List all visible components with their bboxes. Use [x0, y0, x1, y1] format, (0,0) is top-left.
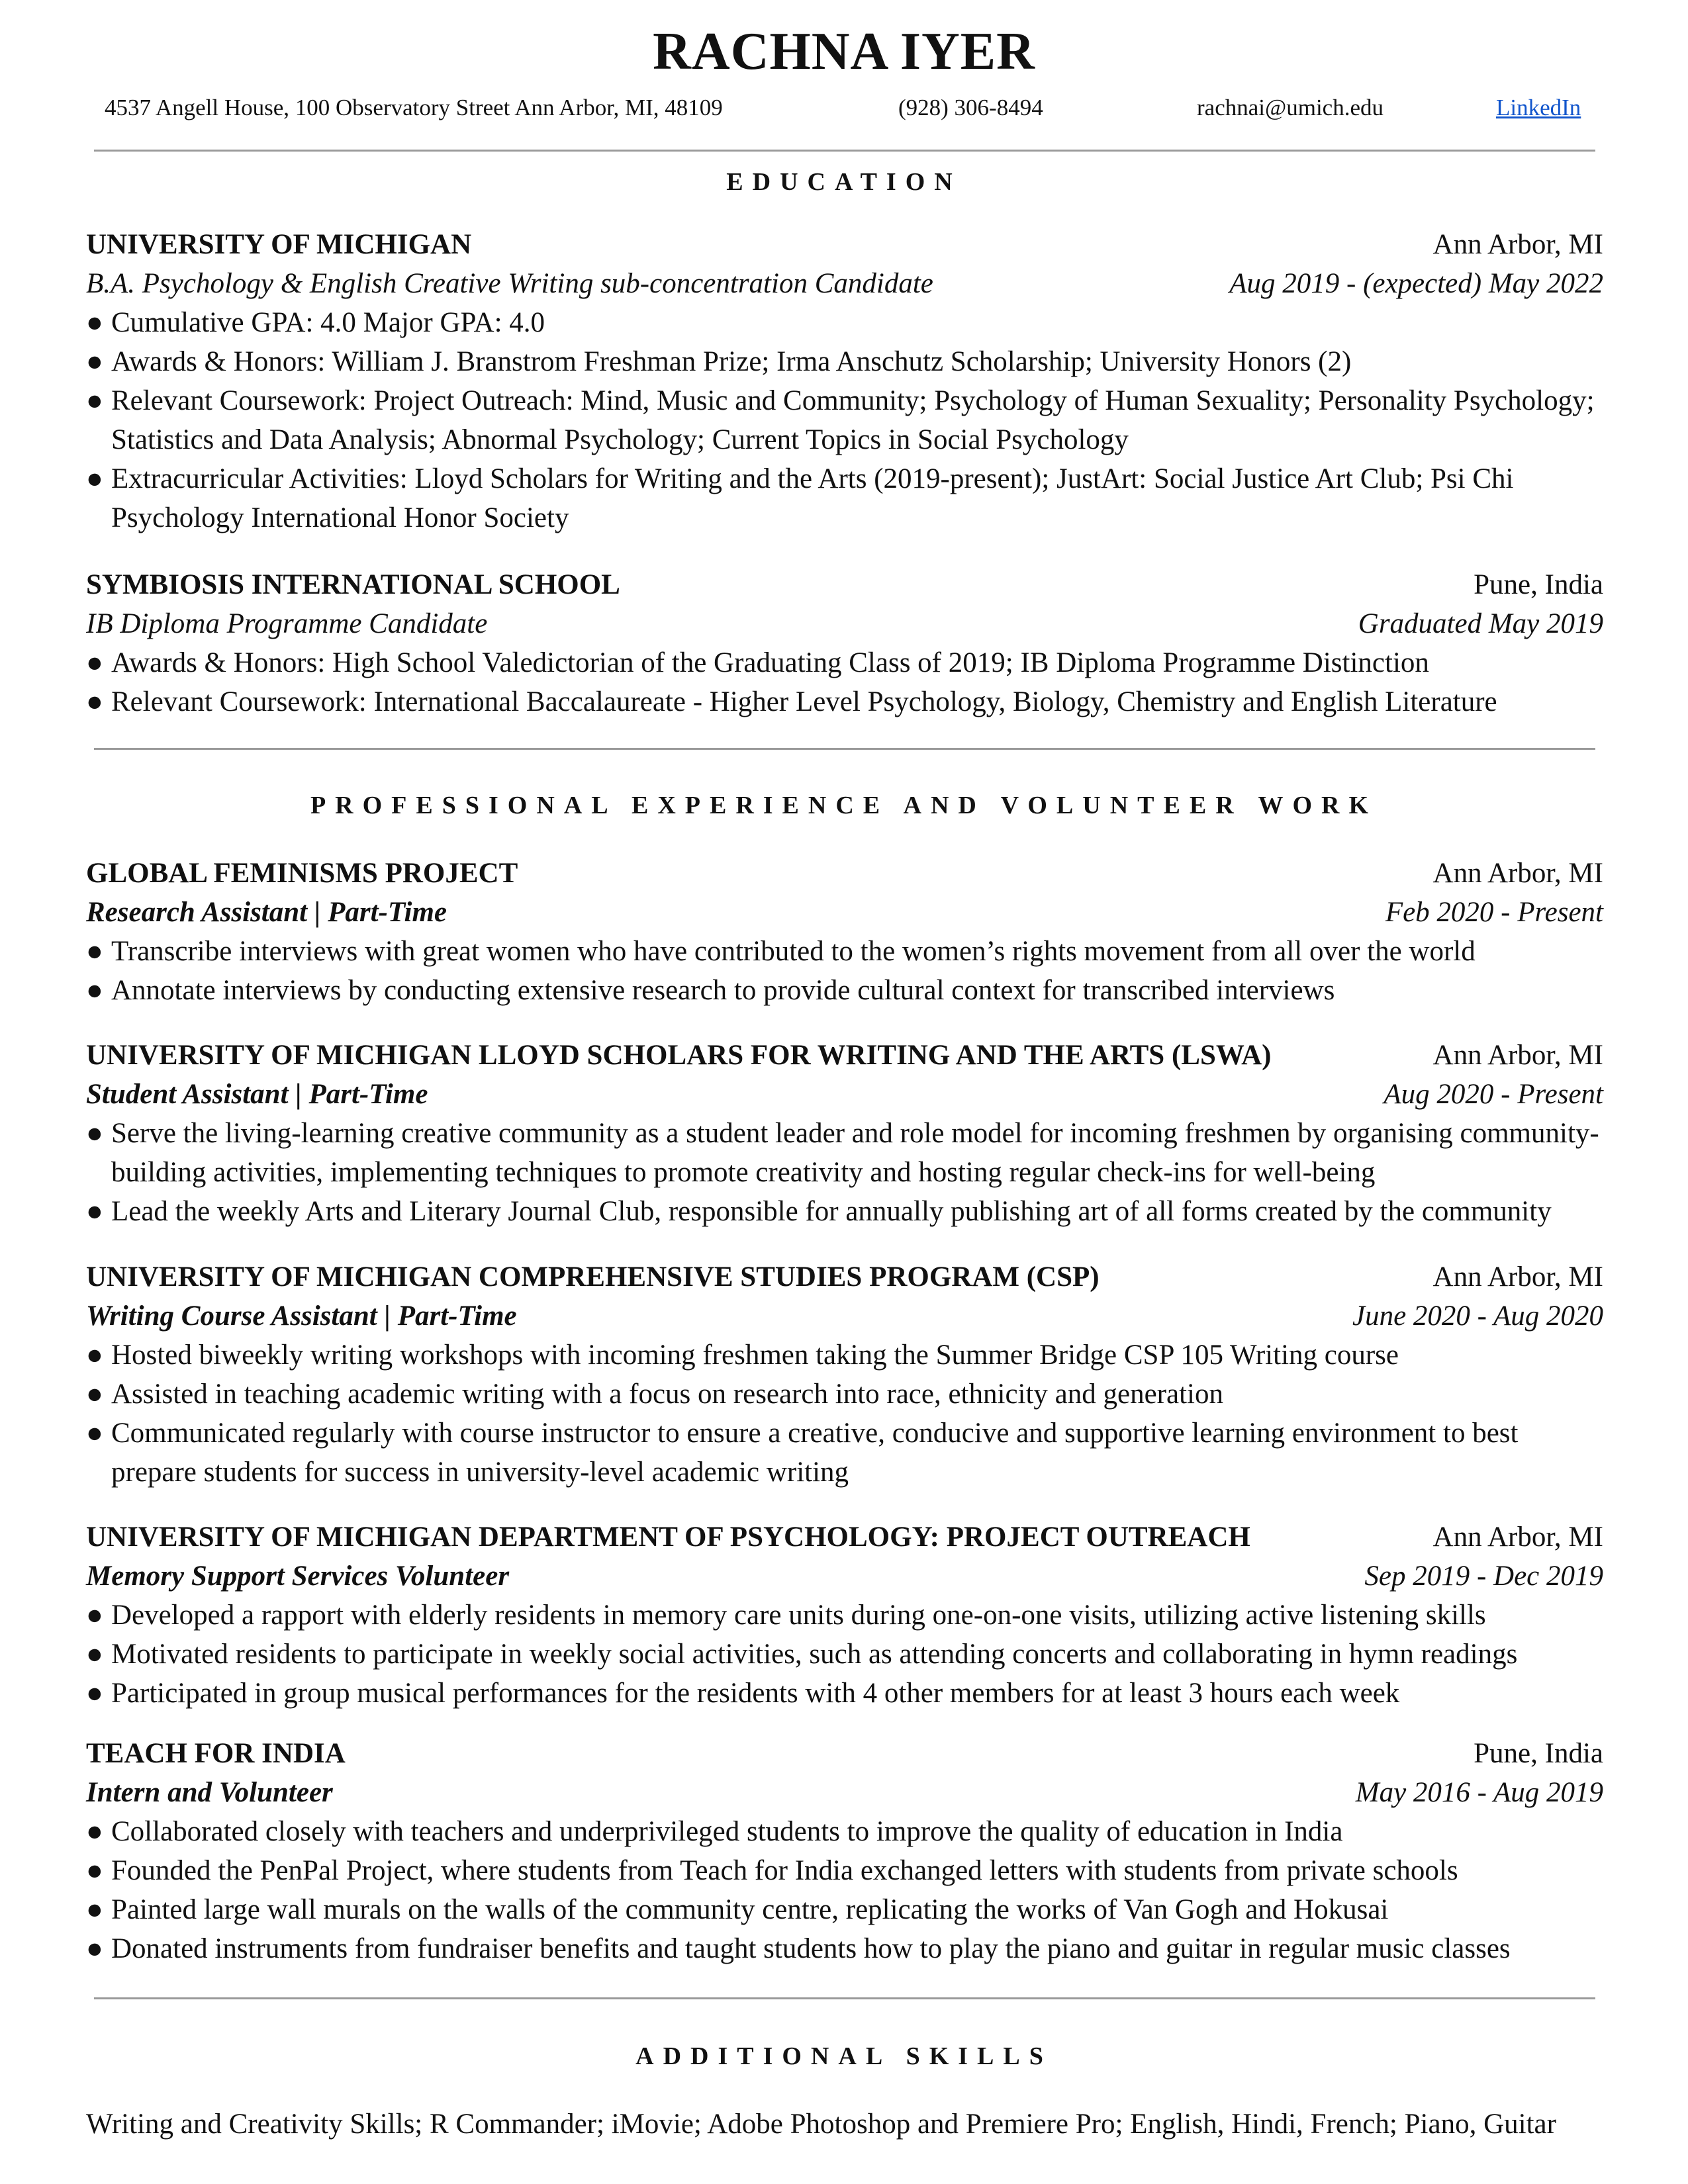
entry-dates: June 2020 - Aug 2020 — [1352, 1300, 1603, 1332]
entry-role: Research Assistant | Part-Time — [86, 897, 447, 928]
list-item: ● Serve the living-learning creative community as a student leader and role model for incoming freshmen by organising community-building activities, implementing techniques to promote creativity and hosting regular check-ins for well-being — [86, 1118, 1599, 1188]
list-item: ● Awards & Honors: William J. Branstrom Freshman Prize; Irma Anschutz Scholarship; University Honors (2) — [86, 346, 1352, 377]
skills-heading: ADDITIONAL SKILLS — [635, 2042, 1053, 2070]
entry-dates: Feb 2020 - Present — [1385, 897, 1603, 928]
list-item: ● Assisted in teaching academic writing with a focus on research into race, ethnicity and generation — [86, 1379, 1223, 1410]
experience-entry — [86, 1257, 1603, 1492]
list-item: ● Awards & Honors: High School Valedictorian of the Graduating Class of 2019; IB Diploma Programme Distinction — [86, 647, 1429, 678]
list-item: ● Hosted biweekly writing workshops with incoming freshmen taking the Summer Bridge CSP 105 Writing course — [86, 1340, 1399, 1371]
experience-divider — [94, 1997, 1595, 1999]
bullet-list — [86, 1336, 1603, 1492]
bullet-list — [86, 1596, 1603, 1713]
linkedin-link[interactable]: LinkedIn — [1496, 95, 1581, 120]
list-item: ● Relevant Coursework: Project Outreach: Mind, Music and Community; Psychology of Human Sexuality; Personality Psychology; Statistics and Data Analysis; Abnormal Psychology; Current Topics in Social Psychology — [86, 385, 1595, 455]
experience-entry — [86, 1734, 1603, 1968]
entry-org: GLOBAL FEMINISMS PROJECT — [86, 858, 518, 889]
bullet-list — [86, 303, 1603, 537]
entry-location: Ann Arbor, MI — [1432, 229, 1603, 260]
contact-phone: (928) 306-8494 — [898, 95, 1043, 120]
bullet-list — [86, 932, 1603, 1010]
list-item: ● Lead the weekly Arts and Literary Journal Club, responsible for annually publishing art of all forms created by the community — [86, 1196, 1552, 1227]
list-item: ● Participated in group musical performances for the residents with 4 other members for at least 3 hours each week — [86, 1678, 1400, 1709]
list-item: ● Collaborated closely with teachers and underprivileged students to improve the quality of education in India — [86, 1816, 1343, 1847]
list-item: ● Motivated residents to participate in weekly social activities, such as attending concerts and collaborating in hymn readings — [86, 1639, 1518, 1670]
entry-location: Ann Arbor, MI — [1432, 1040, 1603, 1071]
entry-org: UNIVERSITY OF MICHIGAN LLOYD SCHOLARS FOR WRITING AND THE ARTS (LSWA) — [86, 1040, 1272, 1071]
entry-location: Pune, India — [1474, 1738, 1603, 1769]
entry-location: Ann Arbor, MI — [1432, 1261, 1603, 1293]
list-item: ● Communicated regularly with course instructor to ensure a creative, conducive and supportive learning environment to best prepare students for success in university-level academic writing — [86, 1418, 1519, 1488]
experience-entry — [86, 1036, 1603, 1231]
entry-org: UNIVERSITY OF MICHIGAN COMPREHENSIVE STUDIES PROGRAM (CSP) — [86, 1261, 1100, 1293]
entry-org: SYMBIOSIS INTERNATIONAL SCHOOL — [86, 569, 620, 600]
bullet-list — [86, 1812, 1603, 1968]
entry-org: TEACH FOR INDIA — [86, 1738, 346, 1769]
education-heading: EDUCATION — [726, 168, 962, 196]
education-divider — [94, 748, 1595, 750]
entry-dates: Aug 2020 - Present — [1383, 1079, 1603, 1110]
experience-entry — [86, 854, 1603, 1010]
entry-location: Ann Arbor, MI — [1432, 858, 1603, 889]
list-item: ● Donated instruments from fundraiser benefits and taught students how to play the piano and guitar in regular music classes — [86, 1933, 1511, 1964]
entry-role: B.A. Psychology & English Creative Writing sub-concentration Candidate — [86, 268, 933, 299]
entry-dates: May 2016 - Aug 2019 — [1355, 1777, 1603, 1808]
experience-entry — [86, 1518, 1603, 1713]
entry-org: UNIVERSITY OF MICHIGAN DEPARTMENT OF PSYCHOLOGY: PROJECT OUTREACH — [86, 1522, 1250, 1553]
entry-dates: Graduated May 2019 — [1358, 608, 1603, 639]
entry-dates: Aug 2019 - (expected) May 2022 — [1229, 268, 1603, 299]
entry-role: Memory Support Services Volunteer — [86, 1561, 510, 1592]
list-item: ● Relevant Coursework: International Baccalaureate - Higher Level Psychology, Biology, Chemistry and English Literature — [86, 686, 1497, 717]
list-item: ● Painted large wall murals on the walls of the community centre, replicating the works of Van Gogh and Hokusai — [86, 1894, 1389, 1925]
entry-role: Student Assistant | Part-Time — [86, 1079, 428, 1110]
bullet-list — [86, 1114, 1603, 1231]
contact-address: 4537 Angell House, 100 Observatory Street Ann Arbor, MI, 48109 — [105, 95, 723, 120]
entry-role: IB Diploma Programme Candidate — [86, 608, 488, 639]
entry-role: Writing Course Assistant | Part-Time — [86, 1300, 517, 1332]
candidate-name: RACHNA IYER — [653, 23, 1035, 81]
header-divider — [94, 150, 1595, 152]
education-entry-michigan — [86, 225, 1603, 537]
skills-text: Writing and Creativity Skills; R Commander; iMovie; Adobe Photoshop and Premiere Pro; English, Hindi, French; Piano, Guitar — [86, 2109, 1556, 2140]
entry-location: Ann Arbor, MI — [1432, 1522, 1603, 1553]
list-item: ● Cumulative GPA: 4.0 Major GPA: 4.0 — [86, 307, 545, 338]
education-entry-symbiosis — [86, 565, 1603, 721]
list-item: ● Extracurricular Activities: Lloyd Scholars for Writing and the Arts (2019-present); JustArt: Social Justice Art Club; Psi Chi Psychology International Honor Society — [86, 463, 1514, 533]
list-item: ● Developed a rapport with elderly residents in memory care units during one-on-one visits, utilizing active listening skills — [86, 1600, 1486, 1631]
contact-email: rachnai@umich.edu — [1197, 95, 1383, 120]
entry-role: Intern and Volunteer — [86, 1777, 333, 1808]
entry-org: UNIVERSITY OF MICHIGAN — [86, 229, 472, 260]
entry-location: Pune, India — [1474, 569, 1603, 600]
bullet-list — [86, 643, 1603, 721]
list-item: ● Transcribe interviews with great women who have contributed to the women’s rights movement from all over the world — [86, 936, 1476, 967]
list-item: ● Founded the PenPal Project, where students from Teach for India exchanged letters with students from private schools — [86, 1855, 1458, 1886]
list-item: ● Annotate interviews by conducting extensive research to provide cultural context for transcribed interviews — [86, 975, 1335, 1006]
linkedin-link-wrap — [1496, 96, 1581, 119]
entry-dates: Sep 2019 - Dec 2019 — [1364, 1561, 1603, 1592]
experience-heading: PROFESSIONAL EXPERIENCE AND VOLUNTEER WORK — [310, 792, 1378, 819]
